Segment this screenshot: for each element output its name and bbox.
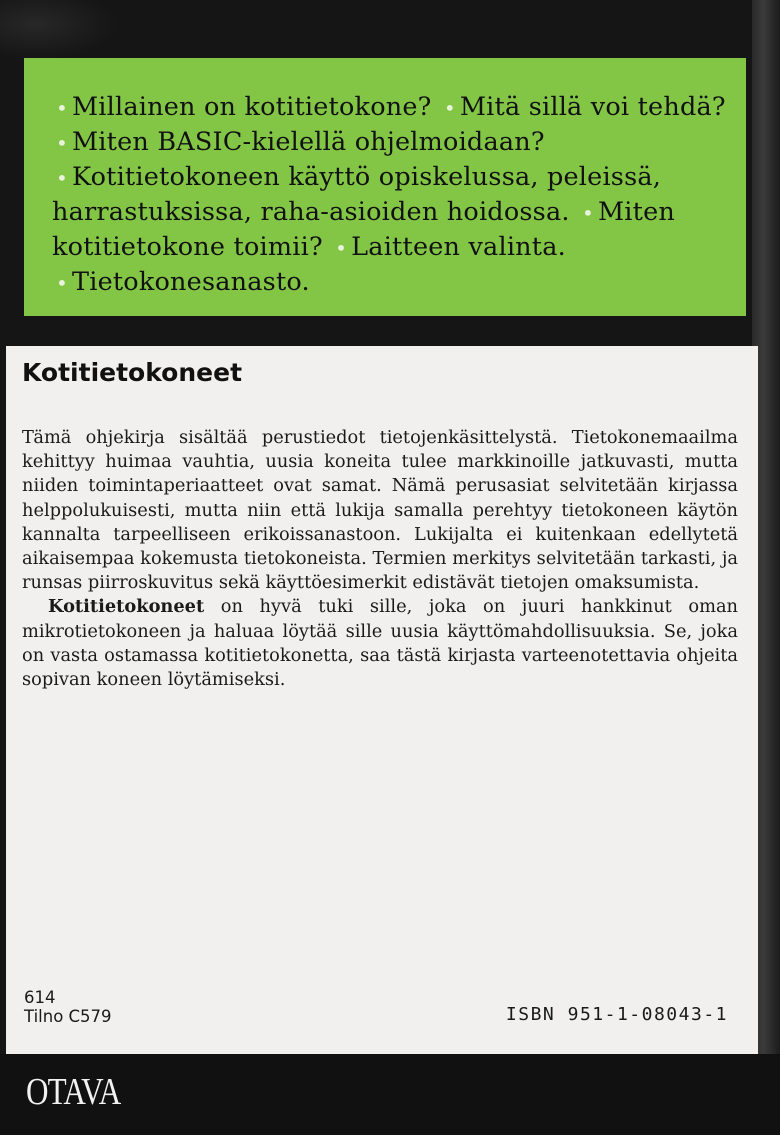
publisher-logo: OTAVA	[26, 1071, 121, 1113]
bullet-icon: •	[56, 166, 68, 190]
blurb-segment: Mitä sillä voi tehdä?	[459, 92, 726, 122]
blurb-segment: Millainen on kotitietokone?	[72, 92, 432, 122]
book-title: Kotitietokoneet	[22, 358, 243, 387]
description-text	[22, 426, 738, 692]
bullet-icon: •	[56, 96, 68, 120]
blurb-box	[24, 58, 746, 316]
isbn: ISBN 951-1-08043-1	[505, 1004, 728, 1025]
description-paragraph-1: Tämä ohjekirja sisältää perustiedot tietojenkäsittelystä. Tietokonemaailma kehittyy huimaa vauhtia, uusia koneita tulee markkinoille jatkuvasti, mutta niiden toimintaperiaatteet ovat samat. Nämä perusasiat selvitetään kirjassa helppolukuisesti, mutta niin että lukija samalla perehtyy tietokoneen käytön kannalta tarpeelliseen erikoissanastoon. Lukijalta ei kuitenkaan edellytetä aikaisempaa kokemusta tietokoneista. Termien merkitys selvitetään tarkasti, ja runsas piirroskuvitus sekä käyttöesimerkit edistävät tietojen omaksumista.	[22, 427, 738, 594]
blurb-segment: Laitteen valinta.	[351, 232, 566, 262]
bullet-icon: •	[56, 271, 68, 295]
blurb-text	[52, 90, 726, 300]
paragraph-2-lead: Kotitietokoneet	[48, 596, 205, 618]
catalog-code: 614	[24, 988, 56, 1007]
paragraph-2-rest: on hyvä tuki sille, joka on juuri hankkinut oman mikrotietokoneen ja haluaa löytää sille uusia käyttömahdollisuuksia. Se, joka on vasta ostamassa kotitietokonetta, saa tästä kirjasta varteenotettavia ohjeita sopivan koneen löytämiseksi.	[22, 596, 738, 691]
order-number: Tilno C579	[24, 1007, 112, 1026]
bullet-icon: •	[56, 131, 68, 155]
blurb-segment: Miten BASIC-kielellä ohjelmoidaan?	[72, 127, 545, 157]
blurb-segment: Kotitietokoneen käyttö opiskelussa, peleissä, harrastuksissa, raha-asioiden hoidossa.	[52, 162, 662, 227]
bullet-icon: •	[335, 236, 348, 260]
cover-wear	[0, 0, 120, 60]
blurb-segment: Miten kotitietokone toimii?	[52, 197, 676, 262]
description-paragraph-2	[22, 595, 738, 692]
bullet-icon: •	[581, 201, 594, 225]
description-panel	[6, 346, 758, 1054]
bullet-icon: •	[443, 96, 456, 120]
catalog-info	[24, 988, 112, 1026]
blurb-segment: Tietokonesanasto.	[72, 267, 310, 297]
